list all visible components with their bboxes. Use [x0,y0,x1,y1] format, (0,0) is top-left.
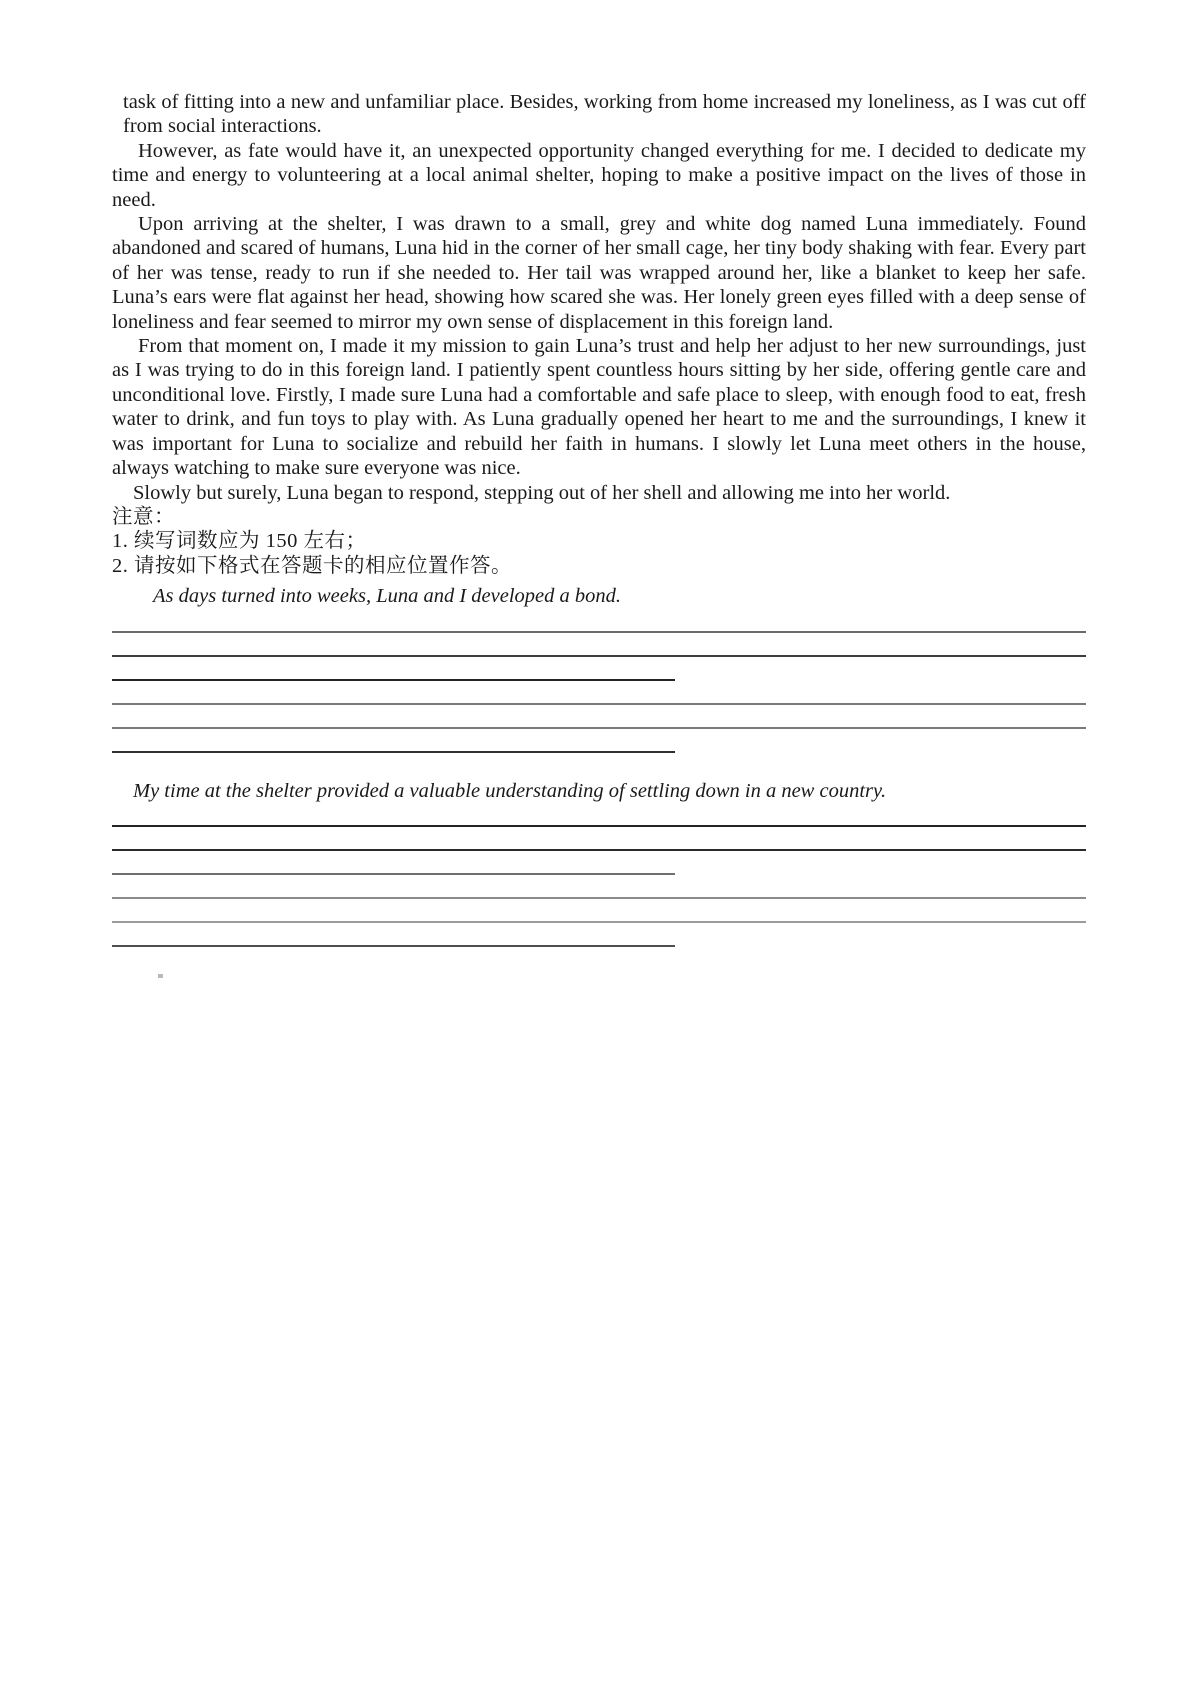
answer-line [112,827,1086,851]
page-content [112,90,1086,947]
passage-paragraph: However, as fate would have it, an unexpected opportunity changed everything for me. I decided to dedicate my time and energy to volunteering at a local animal shelter, hoping to make a positive impact on the lives of those in need. [112,139,1086,211]
passage-paragraph-continued: task of fitting into a new and unfamiliar place. Besides, working from home increased my loneliness, as I was cut off from social interactions. [123,91,1086,138]
answer-line [112,633,1086,657]
continuation-prompt-2: My time at the shelter provided a valuable understanding of settling down in a new country. [133,779,887,802]
passage-paragraph: Upon arriving at the shelter, I was drawn to a small, grey and white dog named Luna immediately. Found abandoned and scared of humans, Luna hid in the corner of her small cage, her tiny body shaking with fear. Every part of her was tense, ready to run if she needed to. Her tail was wrapped around her, like a blanket to keep her safe. Luna’s ears were flat against her head, showing how scared she was. Her lonely green eyes filled with a deep sense of loneliness and fear seemed to mirror my own sense of displacement in this foreign land. [112,213,1086,333]
notes-heading: 注意： [112,505,175,528]
answer-line [112,875,1086,899]
passage-paragraph: From that moment on, I made it my mission to gain Luna’s trust and help her adjust to her new surroundings, just as I was trying to do in this foreign land. I patiently spent countless hours sitting by her side, offering gentle care and unconditional love. Firstly, I made sure Luna had a comfortable and safe place to sleep, with enough food to eat, fresh water to drink, and fun toys to play with. As Luna gradually opened her heart to me and the surroundings, I knew it was important for Luna to socialize and rebuild her faith in humans. I slowly let Luna meet others in the house, always watching to make sure everyone was nice. [112,335,1086,480]
answer-lines-block-1 [112,609,1086,753]
note-item-answer-format: 2. 请按如下格式在答题卡的相应位置作答。 [112,554,512,577]
answer-line [112,729,675,753]
answer-line [112,609,1086,633]
continuation-prompt-1: As days turned into weeks, Luna and I developed a bond. [153,585,622,608]
note-item-word-count: 1. 续写词数应为 150 左右； [112,530,367,553]
passage-paragraph: Slowly but surely, Luna began to respond, stepping out of her shell and allowing me into her world. [133,481,951,504]
answer-line [112,923,675,947]
answer-line [112,681,1086,705]
answer-line [112,803,1086,827]
answer-line [112,705,1086,729]
answer-line [112,851,675,875]
answer-line [112,657,675,681]
stray-mark [158,974,163,978]
answer-line [112,899,1086,923]
answer-lines-block-2 [112,803,1086,947]
